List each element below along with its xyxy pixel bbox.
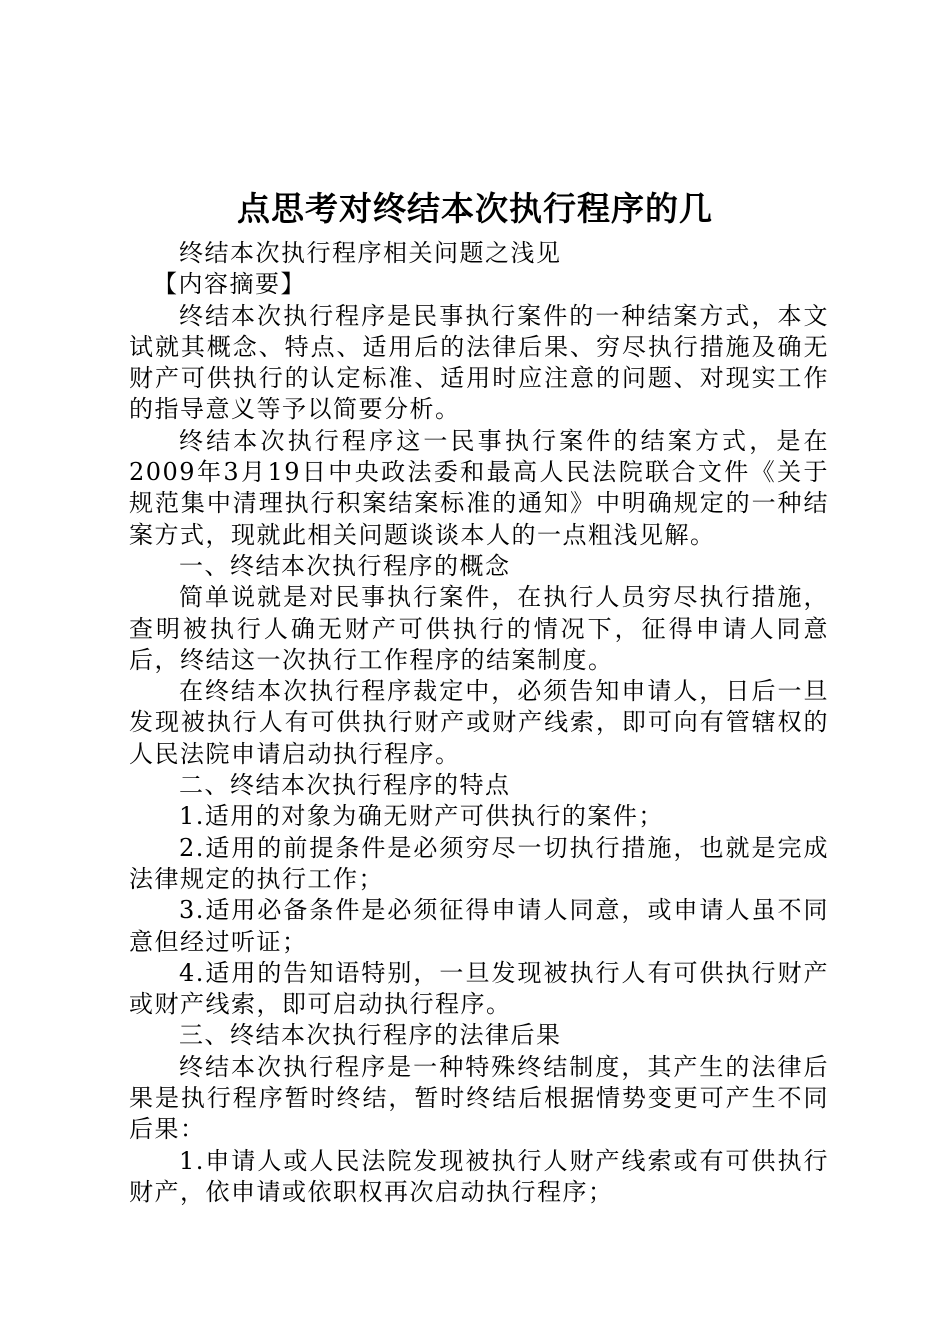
concept-paragraph-2: 在终结本次执行程序裁定中，必须告知申请人，日后一旦发现被执行人有可供执行财产或财产线索，即可向有管辖权的人民法院申请启动执行程序。 (129, 677, 829, 768)
consequences-paragraph: 终结本次执行程序是一种特殊终结制度，其产生的法律后果是执行程序暂时终结，暂时终结后根据情势变更可产生不同后果： (129, 1052, 829, 1144)
subtitle-paragraph: 终结本次执行程序相关问题之浅见 (179, 239, 562, 267)
abstract-paragraph: 终结本次执行程序是民事执行案件的一种结案方式，本文试就其概念、特点、适用后的法律后果、穷尽执行措施及确无财产可供执行的认定标准、适用时应注意的问题、对现实工作的指导意义等予以简要分析。 (129, 301, 829, 424)
intro-paragraph: 终结本次执行程序这一民事执行案件的结案方式，是在2009年3月19日中央政法委和最高人民法院联合文件《关于规范集中清理执行积案结案标准的通知》中明确规定的一种结案方式，现就此相关问题谈谈本人的一点粗浅见解。 (129, 426, 829, 549)
document-body (129, 238, 829, 1208)
feature-item-4: 4.适用的告知语特别，一旦发现被执行人有可供执行财产或财产线索，即可启动执行程序。 (129, 958, 829, 1019)
consequence-item-1: 1.申请人或人民法院发现被执行人财产线索或有可供执行财产，依申请或依职权再次启动执行程序； (129, 1146, 829, 1206)
section-heading-concept: 一、终结本次执行程序的概念 (179, 551, 511, 580)
feature-item-1: 1.适用的对象为确无财产可供执行的案件； (179, 802, 664, 831)
feature-item-3: 3.适用必备条件是必须征得申请人同意，或申请人虽不同意但经过听证； (129, 896, 829, 956)
concept-paragraph-1: 简单说就是对民事执行案件，在执行人员穷尽执行措施，查明被执行人确无财产可供执行的情况下，征得申请人同意后，终结这一次执行工作程序的结案制度。 (129, 583, 829, 674)
feature-item-2: 2.适用的前提条件是必须穷尽一切执行措施，也就是完成法律规定的执行工作； (129, 833, 829, 893)
section-heading-consequences: 三、终结本次执行程序的法律后果 (179, 1021, 562, 1050)
section-heading-features: 二、终结本次执行程序的特点 (179, 771, 511, 800)
page-title: 点思考对终结本次执行程序的几 (237, 189, 713, 228)
abstract-heading: 【内容摘要】 (153, 270, 306, 299)
